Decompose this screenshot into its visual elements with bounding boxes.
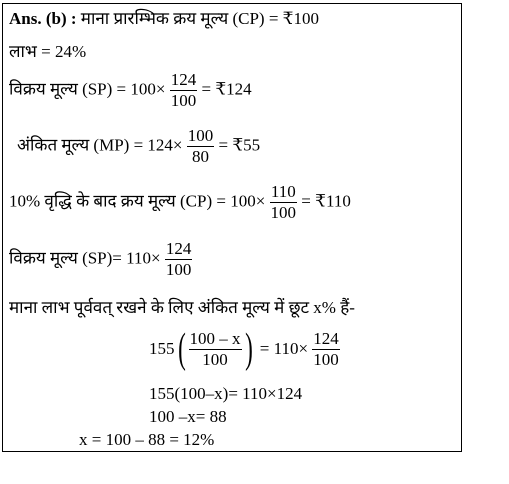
eq-right-prefix: = 110× (259, 339, 309, 358)
sp-result: = ₹124 (201, 79, 252, 99)
line-sp (9, 70, 252, 111)
line-discount-statement (9, 298, 355, 318)
solution-box (2, 3, 462, 452)
line-cp2 (9, 182, 351, 223)
mp-denominator: 80 (192, 147, 209, 166)
line-step3 (79, 430, 214, 450)
eq-left-coef: 155 (149, 339, 175, 358)
mp-numerator: 100 (187, 126, 214, 145)
cp2-fraction (270, 182, 298, 223)
discount-statement-text: माना लाभ पूर्ववत् रखने के लिए अंकित मूल्य में छूट x% हैं- (9, 298, 355, 317)
line-sp2 (9, 239, 192, 280)
sp-numerator: 124 (170, 70, 197, 89)
left-paren-icon: ( (177, 326, 186, 372)
answer-label: Ans. (b) : (9, 9, 77, 28)
mp-result: = ₹55 (218, 135, 261, 155)
line-step1 (149, 384, 302, 404)
line-step2 (149, 407, 227, 427)
cp2-denominator: 100 (270, 203, 297, 222)
eq-right-numerator: 124 (313, 328, 339, 348)
cp2-prefix: 10% वृद्धि के बाद क्रय मूल्य (CP) = 100× (9, 191, 266, 211)
eq-right-fraction (312, 329, 340, 370)
step2-text: 100 –x= 88 (149, 407, 227, 426)
sp2-numerator: 124 (165, 239, 192, 258)
line-equation (149, 328, 340, 370)
cp2-result: = ₹110 (301, 191, 351, 211)
sp2-fraction (165, 239, 193, 280)
sp-fraction (170, 70, 198, 111)
eq-left-fraction (189, 329, 242, 370)
sp2-prefix: विक्रय मूल्य (SP)= 110× (9, 248, 161, 268)
profit-text: लाभ = 24% (9, 42, 87, 61)
line-mp (17, 126, 260, 167)
line-assume-cp (9, 9, 319, 29)
line-profit (9, 42, 86, 62)
right-paren-icon: ) (244, 326, 253, 372)
sp-denominator: 100 (170, 91, 197, 110)
sp2-denominator: 100 (165, 260, 192, 279)
mp-prefix: अंकित मूल्य (MP) = 124× (17, 135, 183, 155)
eq-left-denominator: 100 (202, 349, 228, 369)
cp2-numerator: 110 (270, 182, 296, 201)
assume-cp-text: माना प्रारम्भिक क्रय मूल्य (CP) = ₹100 (80, 9, 319, 28)
sp-prefix: विक्रय मूल्य (SP) = 100× (9, 79, 166, 99)
step3-text: x = 100 – 88 = 12% (79, 430, 215, 449)
step1-text: 155(100–x)= 110×124 (149, 384, 303, 403)
eq-left-numerator: 100 – x (189, 328, 241, 348)
mp-fraction (187, 126, 215, 167)
eq-right-denominator: 100 (313, 349, 339, 369)
